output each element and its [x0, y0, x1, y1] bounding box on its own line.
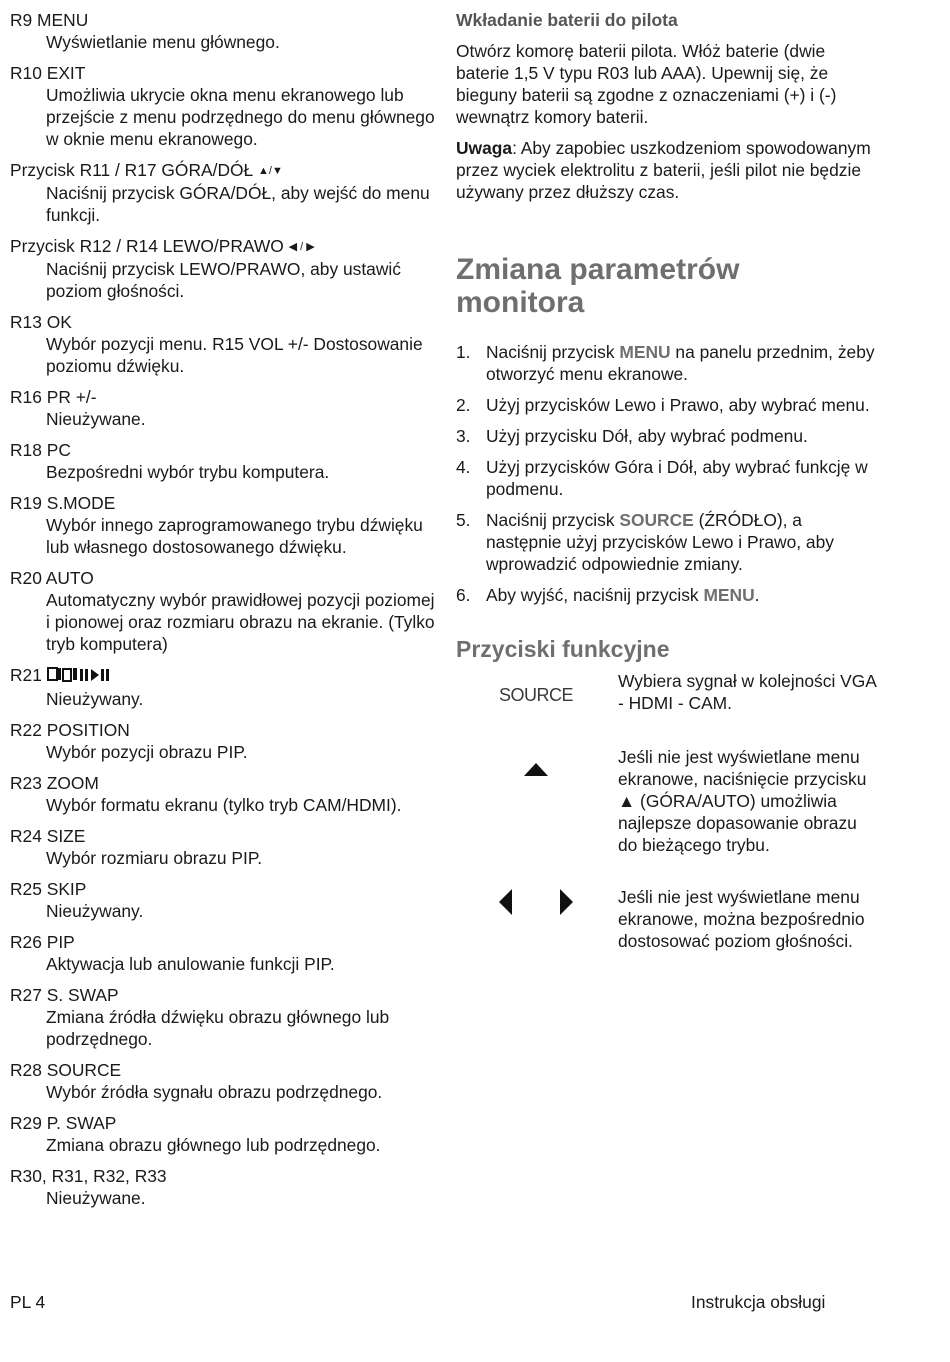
page-number: PL 4	[10, 1292, 46, 1312]
step-number: 3.	[456, 426, 471, 446]
battery-note	[456, 137, 876, 203]
remote-buttons-list	[10, 9, 435, 1218]
step-number: 4.	[456, 457, 471, 477]
entry-desc: Nieużywany.	[46, 689, 144, 709]
step-text-post: (ŹRÓDŁO), a następnie użyj przycisków Lewo i Prawo, aby wprowadzić odpowiednie zmiany.	[486, 510, 834, 574]
entry-head: Przycisk R11 / R17 GÓRA/DÓŁ	[10, 160, 259, 180]
entry-head-line	[10, 664, 435, 688]
doc-title-footer: Instrukcja obsługi	[691, 1292, 826, 1312]
entry-desc: Naciśnij przycisk LEWO/PRAWO, aby ustawić poziom głośności.	[46, 259, 401, 301]
entry-head-line	[10, 159, 435, 182]
entry-r23	[10, 772, 435, 816]
function-up	[456, 746, 876, 886]
entry-head: Przycisk R12 / R14 LEWO/PRAWO	[10, 236, 289, 256]
entry-r10	[10, 62, 435, 150]
function-desc: Wybiera sygnał w kolejności VGA - HDMI - CAM.	[618, 671, 876, 713]
entry-r16	[10, 386, 435, 430]
entry-desc: Zmiana źródła dźwięku obrazu głównego lub podrzędnego.	[46, 1007, 390, 1049]
step-number: 5.	[456, 510, 471, 530]
entry-r18	[10, 439, 435, 483]
entry-head: R21	[10, 665, 47, 685]
entry-head: R24 SIZE	[10, 826, 86, 846]
entry-desc: Zmiana obrazu głównego lub podrzędnego.	[46, 1135, 381, 1155]
step-text: Użyj przycisków Góra i Dół, aby wybrać funkcję w podmenu.	[486, 457, 868, 499]
step-text: Użyj przycisku Dół, aby wybrać podmenu.	[486, 426, 808, 446]
entry-desc: Wybór formatu ekranu (tylko tryb CAM/HDMI).	[46, 795, 402, 815]
entry-head: R16 PR +/-	[10, 387, 97, 407]
entry-desc: Wybór źródła sygnału obrazu podrzędnego.	[46, 1082, 383, 1102]
step-keyword: SOURCE	[619, 510, 694, 530]
entry-head: R28 SOURCE	[10, 1060, 122, 1080]
entry-desc: Nieużywany.	[46, 901, 144, 921]
battery-heading: Wkładanie baterii do pilota	[456, 10, 678, 30]
entry-head: R9 MENU	[10, 10, 89, 30]
function-desc: Jeśli nie jest wyświetlane menu ekranowe, można bezpośrednio dostosować poziom głośności.	[618, 887, 865, 951]
media-control-icons	[47, 666, 131, 688]
function-desc: Jeśli nie jest wyświetlane menu ekranowe, naciśnięcie przycisku ▲ (GÓRA/AUTO) umożliwia najlepsze dopasowanie obrazu do bieżącego trybu.	[618, 747, 867, 855]
entry-head: R29 P. SWAP	[10, 1113, 117, 1133]
entry-head: R26 PIP	[10, 932, 75, 952]
entry-r30-r33	[10, 1165, 435, 1209]
left-right-arrow-icon: ◀ / ▶	[288, 241, 315, 253]
function-source	[456, 670, 876, 746]
step-item	[456, 425, 876, 447]
note-label: Uwaga	[456, 138, 513, 158]
entry-r21	[10, 664, 435, 710]
entry-head: R10 EXIT	[10, 63, 86, 83]
entry-r24	[10, 825, 435, 869]
entry-r19	[10, 492, 435, 558]
entry-head: R22 POSITION	[10, 720, 130, 740]
functions-heading: Przyciski funkcyjne	[456, 636, 670, 662]
battery-paragraph: Otwórz komorę baterii pilota. Włóż baterie (dwie baterie 1,5 V typu R03 lub AAA). Upewnij się, że bieguny baterii są zgodne z oznaczeniami (+) i (-) wewnątrz komory baterii.	[456, 41, 837, 127]
entry-head: R23 ZOOM	[10, 773, 99, 793]
entry-r20	[10, 567, 435, 655]
entry-r12-r14	[10, 235, 435, 302]
step-keyword: MENU	[703, 585, 755, 605]
step-text-post: na panelu przednim, żeby otworzyć menu ekranowe.	[486, 342, 875, 384]
entry-head: R13 OK	[10, 312, 72, 332]
function-left-right	[456, 886, 876, 952]
source-label: SOURCE	[498, 685, 573, 705]
entry-r13	[10, 311, 435, 377]
entry-head: R20 AUTO	[10, 568, 94, 588]
entry-r27	[10, 984, 435, 1050]
step-item	[456, 456, 876, 500]
step-item	[456, 394, 876, 416]
note-text: : Aby zapobiec uszkodzeniom spowodowanym przez wyciek elektrolitu z baterii, jeśli pilot nie będzie używany przez dłuższy czas.	[456, 138, 871, 202]
entry-r28	[10, 1059, 435, 1103]
entry-desc: Wyświetlanie menu głównego.	[46, 32, 280, 52]
entry-head: R30, R31, R32, R33	[10, 1166, 167, 1186]
step-keyword: MENU	[619, 342, 671, 362]
right-column	[456, 9, 876, 952]
entry-desc: Wybór rozmiaru obrazu PIP.	[46, 848, 263, 868]
entry-desc: Wybór innego zaprogramowanego trybu dźwięku lub własnego dostosowanego dźwięku.	[46, 515, 423, 557]
step-number: 2.	[456, 395, 471, 415]
step-text: Aby wyjść, naciśnij przycisk	[486, 585, 704, 605]
step-item	[456, 509, 876, 575]
entry-desc: Automatyczny wybór prawidłowej pozycji poziomej i pionowej oraz rozmiaru obrazu na ekranie. (Tylko tryb komputera)	[46, 590, 435, 654]
step-text: Naciśnij przycisk	[486, 342, 620, 362]
entry-head: R19 S.MODE	[10, 493, 116, 513]
entry-desc: Umożliwia ukrycie okna menu ekranowego lub przejście z menu podrzędnego do menu głównego w oknie menu ekranowego.	[46, 85, 435, 149]
entry-desc: Wybór pozycji obrazu PIP.	[46, 742, 248, 762]
entry-r9	[10, 9, 435, 53]
step-item	[456, 341, 876, 385]
entry-desc: Naciśnij przycisk GÓRA/DÓŁ, aby wejść do menu funkcji.	[46, 183, 430, 225]
entry-desc: Nieużywane.	[46, 1188, 146, 1208]
up-down-arrow-icon: ▲/▼	[258, 165, 283, 177]
entry-desc: Bezpośredni wybór trybu komputera.	[46, 462, 330, 482]
source-button-graphic	[456, 684, 616, 706]
step-number: 6.	[456, 585, 471, 605]
entry-head: R18 PC	[10, 440, 71, 460]
step-item	[456, 584, 876, 606]
entry-desc: Aktywacja lub anulowanie funkcji PIP.	[46, 954, 335, 974]
step-text: Naciśnij przycisk	[486, 510, 620, 530]
entry-r29	[10, 1112, 435, 1156]
step-text: Użyj przycisków Lewo i Prawo, aby wybrać menu.	[486, 395, 870, 415]
entry-r26	[10, 931, 435, 975]
entry-desc: Wybór pozycji menu. R15 VOL +/- Dostosowanie poziomu dźwięku.	[46, 334, 423, 376]
entry-r25	[10, 878, 435, 922]
up-arrow-icon	[456, 760, 616, 782]
entry-r22	[10, 719, 435, 763]
step-text-post: .	[754, 585, 760, 605]
params-steps	[456, 341, 876, 606]
entry-desc: Nieużywane.	[46, 409, 146, 429]
entry-r11-r17	[10, 159, 435, 226]
left-right-arrows-icon	[456, 888, 616, 921]
entry-head: R25 SKIP	[10, 879, 87, 899]
params-heading: Zmiana parametrów monitora	[456, 253, 740, 319]
entry-head-line	[10, 235, 435, 258]
step-number: 1.	[456, 342, 471, 362]
entry-head: R27 S. SWAP	[10, 985, 119, 1005]
